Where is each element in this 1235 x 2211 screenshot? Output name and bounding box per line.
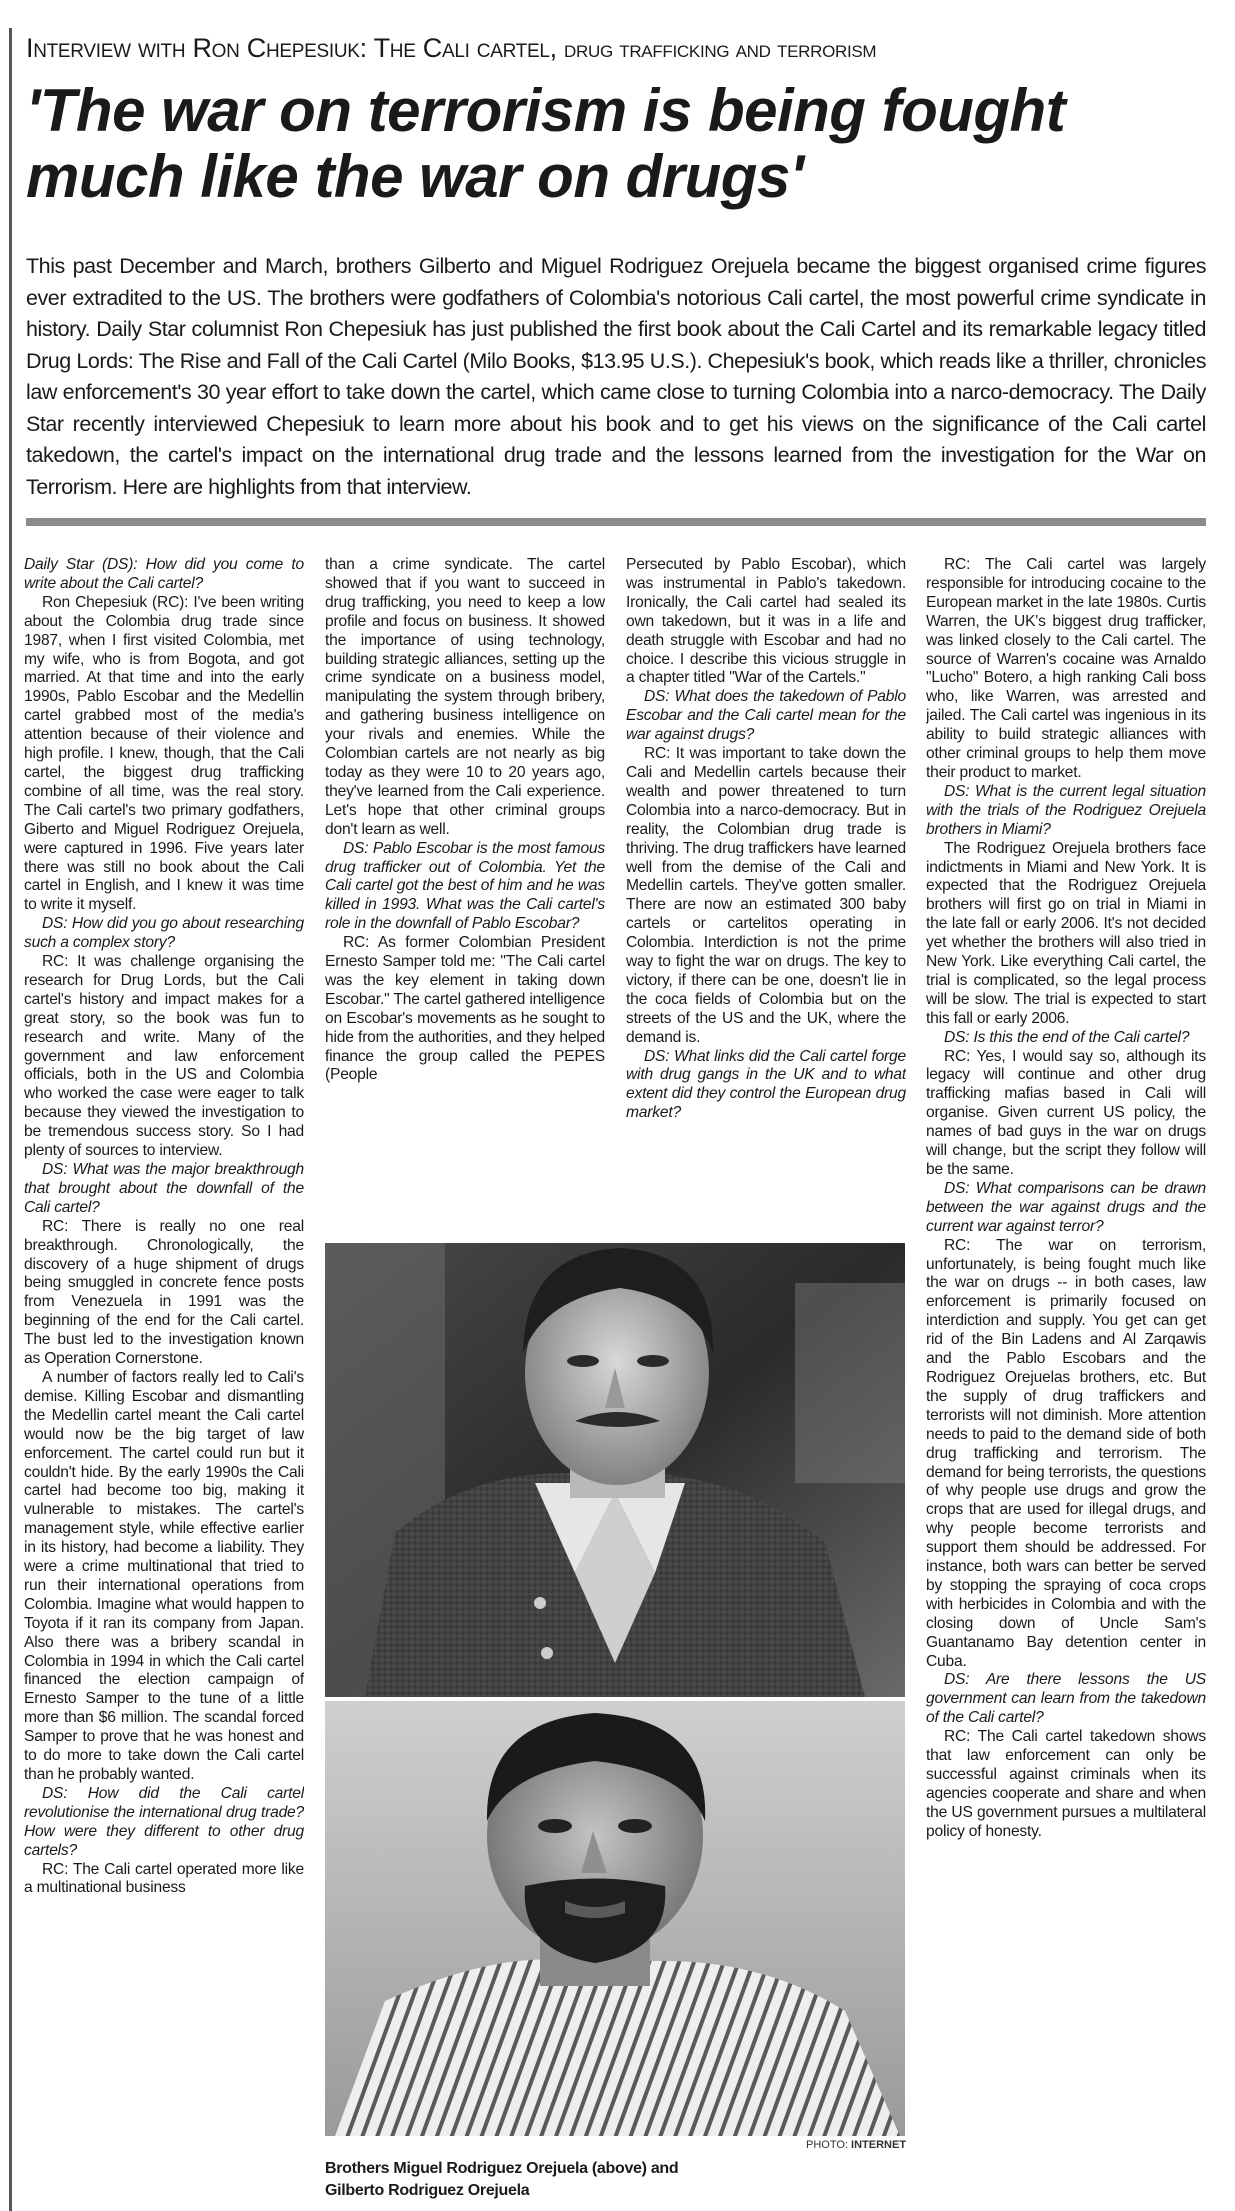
interview-answer: RC: The Cali cartel was largely responsible for introducing cocaine to the European market in the late 1980s. Curtis Warren, the UK's biggest drug trafficker, was linked closely to the Cali cartel. The source of Warren's cocaine was Arnaldo "Lucho" Botero, a high ranking Cali boss who, like Warren, was arrested and jailed. The Cali cartel was ingenious in its ability to build strategic alliances with other criminal groups to help them move their product to market. [926,556,1206,781]
photo-caption: Brothers Miguel Rodriguez Orejuela (above) and Gilberto Rodriguez Orejuela [325,2160,679,2199]
portrait-image-top [325,1243,905,1697]
interview-answer: RC: The war on terrorism, unfortunately, is being fought much like the war on drugs -- in both cases, law enforcement is primarily focused on interdiction and supply. You get can get rid of the Bin Ladens and Al Zarqawis and the Pablo Escobars and the Rodriguez Orejuelas brothers, etc. But the supply of drug traffickers and terrorists will not diminish. More attention needs to paid to the demand side of both drug trafficking and terrorism. The demand for being terrorists, the questions of why people use drugs and grow the crops that are used for illegal drugs, and why people become terrorists and support them should be addressed. For instance, both wars can better be served by stopping the spraying of coca crops with herbicides in Colombia and with the closing down of Uncle Sam's Guantanamo Bay detention center in Cuba. [926,1236,1206,1670]
interview-answer: The Rodriguez Orejuela brothers face indictments in Miami and New York. It is expected that the Rodriguez Orejuela brothers will first go on trial in Miami in the late fall or early 2006. It's not decided yet whether the brothers will also tried in New York. Like everything Cali cartel, the trial is complicated, so the legal process will be slow. The trial is expected to start this fall or early 2006. [926,839,1206,1027]
photo-credit-label: PHOTO: [806,2139,848,2151]
intro-deck: This past December and March, brothers Gilberto and Miguel Rodriguez Orejuela became the biggest organised crime figures ever extradited to the US. The brothers were godfathers of Colombia's notorious Cali cartel, the most powerful crime syndicate in history. Daily Star columnist Ron Chepesiuk has just published the first book about the Cali Cartel and its remarkable legacy titled Drug Lords: The Rise and Fall of the Cali Cartel (Milo Books, $13.95 U.S.). Chepesiuk's book, which reads like a thriller, chronicles law enforcement's 30 year effort to take down the cartel, which came close to turning Colombia into a narco-democracy. The Daily Star recently interviewed Chepesiuk to learn more about his book and to get his views on the significance of the Cali cartel takedown, the cartel's impact on the international drug trade and the lessons learned from the investigation for the War on Terrorism. Here are highlights from that interview. [26,254,1206,499]
photo-miguel-rodriguez-orejuela [325,1243,905,1697]
interview-answer: RC: As former Colombian President Ernesto Samper told me: "The Cali cartel was the key element in taking down Escobar." The cartel gathered intelligence on Escobar's movements as he sought to hide from the authorities, and they helped finance the group called the PEPES (People [325,934,605,1084]
interview-question: DS: What comparisons can be drawn between the war against drugs and the current war against terror? [926,1179,1206,1235]
section-divider [26,518,1206,526]
text-column-3 [626,556,906,1230]
interview-question: DS: What links did the Cali cartel forge with drug gangs in the UK and to what extent did they control the European drug market? [626,1047,906,1122]
interview-answer: RC: It was challenge organising the research for Drug Lords, but the Cali cartel's history and impact makes for a great story, so the book was fun to research and write. Many of the government and law enforcement officials, both in the US and Colombia who worked the case were eager to talk because they viewed the investigation to be tremendous success story. So I had plenty of sources to interview. [24,953,304,1160]
left-margin-rule [9,28,12,2211]
interview-answer: Ron Chepesiuk (RC): I've been writing about the Colombia drug trade since 1987, when I first visited Colombia, met my wife, who is from Bogota, and got married. At that time and into the early 1990s, Pablo Escobar and the Medellin cartel grabbed most of the media's attention because of their violence and high profile. I knew, though, that the Cali cartel, the biggest drug trafficking combine of all time, was the real story. The Cali cartel's two primary godfathers, Giberto and Miguel Rodriguez Orejuela, were captured in 1996. Five years later there was still no book about the Cali cartel in English, and I knew it was time to write it myself. [24,593,304,914]
text-column-1 [24,556,304,2196]
interview-question: DS: How did the Cali cartel revolutionise the international drug trade? How were they different to other drug cartels? [24,1784,304,1859]
interview-answer: RC: Yes, I would say so, although its legacy will continue and other drug trafficking mafias based in Cali will organise. Given current US policy, the names of bad guys in the war on drugs will change, but the script they follow will be the same. [926,1047,1206,1178]
interview-answer: Persecuted by Pablo Escobar), which was instrumental in Pablo's takedown. Ironically, the Cali cartel had sealed its own takedown, but it was in a life and death struggle with Escobar and had no choice. I describe this vicious struggle in a chapter titled "War of the Cartels." [626,556,906,687]
photo-block [325,1243,905,2136]
interview-question: DS: Is this the end of the Cali cartel? [944,1028,1190,1046]
interview-question: DS: What was the major breakthrough that brought about the downfall of the Cali cartel? [24,1161,304,1216]
interview-question: Daily Star (DS): How did you come to write about the Cali cartel? [24,556,304,592]
interview-answer: A number of factors really led to Cali's demise. Killing Escobar and dismantling the Medellin cartel meant the Cali cartel would now be the big target of law enforcement. The cartel could run but it couldn't hide. By the early 1990s the Cali cartel had become too big, making it vulnerable to mistakes. The cartel's management style, while effective earlier in its history, had become a liability. They were a crime multinational that tried to run their international operations from Colombia. Imagine what would happen to Toyota if it ran its company from Japan. Also there was a bribery scandal in Colombia in 1994 in which the Cali cartel financed the election campaign of Ernesto Samper to the tune of a little more than $6 million. The scandal forced Samper to prove that he was honest and to do more to take down the Cali cartel than he probably wanted. [24,1368,304,1783]
interview-answer: than a crime syndicate. The cartel showed that if you want to succeed in drug trafficking, you need to keep a low profile and focus on business. It showed the importance of using technology, building strategic alliances, setting up the crime syndicate on a business model, manipulating the system through bribery, and gathering business intelligence on your rivals and enemies. While the Colombian cartels are not nearly as big today as they were 10 to 20 years ago, they've learned from the Cali experience. Let's hope that other criminal groups don't learn as well. [325,556,605,838]
photo-credit-source: INTERNET [851,2139,907,2151]
interview-answer: RC: There is really no one real breakthrough. Chronologically, the discovery of a huge shipment of drugs being smuggled in concrete fence posts from Venezuela in 1991 was the beginning of the end for the Cali cartel. The bust led to the investigation known as Operation Cornerstone. [24,1217,304,1368]
interview-answer: RC: It was important to take down the Cali and Medellin cartels because their wealth and power threatened to turn Colombia into a narco-democracy. But in reality, the Colombian drug trade is thriving. The drug traffickers have learned well from the demise of the Cali and Medellin cartels. They've gotten smaller. There are now an estimated 300 baby cartels or cartelitos operating in Colombia. Interdiction is not the prime way to fight the war on drugs. The key to victory, if there can be one, doesn't lie in the coca fields of Colombia but on the streets of the US and the UK, where the demand is. [626,745,906,1046]
text-column-4 [926,556,1206,2196]
photo-credit [806,2138,906,2152]
photo-gilberto-rodriguez-orejuela [325,1701,905,2136]
interview-question: DS: What is the current legal situation with the trials of the Rodriguez Orejuela brothers in Miami? [926,782,1206,838]
text-column-2 [325,556,605,1236]
portrait-image-bottom [325,1701,905,2136]
kicker-part-1: Interview with Ron Chepesiuk: The Cali cartel, [26,33,565,63]
headline: 'The war on terrorism is being fought much like the war on drugs' [26,77,1066,210]
interview-question: DS: What does the takedown of Pablo Escobar and the Cali cartel mean for the war against drugs? [626,688,906,744]
interview-question: DS: Are there lessons the US government can learn from the takedown of the Cali cartel? [926,1671,1206,1727]
kicker-part-2: drug trafficking and terrorism [564,36,877,63]
interview-answer: RC: The Cali cartel takedown shows that law enforcement can only be successful against criminals when its agencies cooperate and share and when the US government pursues a multilateral policy of honesty. [926,1728,1206,1840]
interview-question: DS: How did you go about researching such a complex story? [24,915,304,952]
interview-answer: RC: The Cali cartel operated more like a multinational business [24,1860,304,1897]
interview-question: DS: Pablo Escobar is the most famous drug trafficker out of Colombia. Yet the Cali cartel got the best of him and he was killed in 1993. What was the Cali cartel's role in the downfall of Pablo Escobar? [325,839,605,933]
article-kicker [26,28,1216,68]
